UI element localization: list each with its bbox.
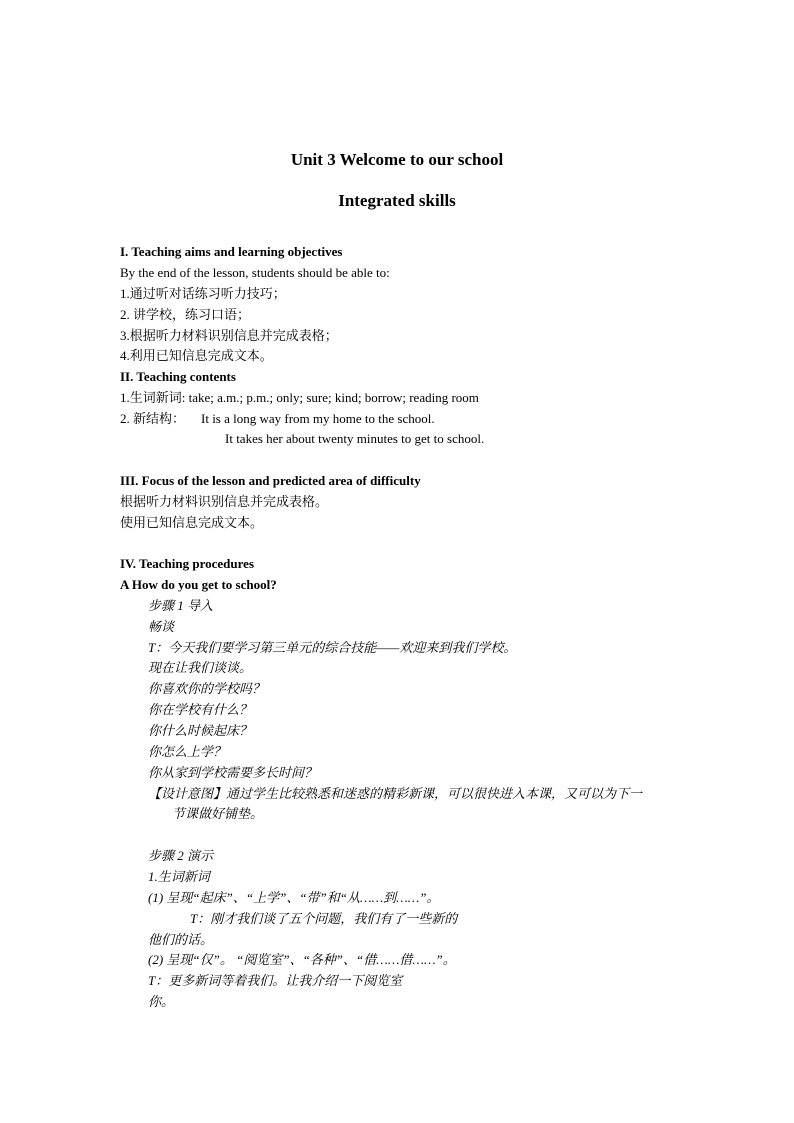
structure-sentence: It is a long way from my home to the school. [201,411,435,426]
step1-line: 现在让我们谈谈。 [148,660,253,675]
section-heading-focus: III. Focus of the lesson and predicted area of difficulty [120,473,421,488]
step1-line: 你喜欢你的学校吗？ [148,681,266,696]
part-a-heading: A How do you get to school? [120,577,277,592]
section-heading-aims: I. Teaching aims and learning objectives [120,244,343,259]
step1-line: 你从家到学校需要多长时间？ [148,765,318,780]
aims-item: 1.通过听对话练习听力技巧； [120,286,286,301]
structures-label: 2. 新结构： [120,411,186,426]
design-intent-cont: 节课做好铺垫。 [172,806,264,821]
step2-line: T：更多新词等着我们。让我介绍一下阅览室 [148,973,403,988]
step1-line: T：今天我们要学习第三单元的综合技能——欢迎来到我们学校。 [148,640,517,655]
step2-sub: 1.生词新词 [148,869,210,884]
step2-line: T：刚才我们谈了五个问题，我们有了一些新的 [190,911,458,926]
step2-label: 步骤 2 演示 [148,848,214,863]
section-heading-contents: II. Teaching contents [120,369,236,384]
step2-point: (2) 呈现“仅”。 “阅览室”、“各种”、“借……借……”。 [148,952,456,967]
structure-sentence: It takes her about twenty minutes to get to school. [225,431,485,446]
step1-line: 你怎么上学？ [148,744,227,759]
vocab-line: 1.生词新词: take; a.m.; p.m.; only; sure; kind; borrow; reading room [120,390,479,405]
focus-line: 根据听力材料识别信息并完成表格。 [120,494,329,509]
focus-line: 使用已知信息完成文本。 [120,515,264,530]
step1-label: 步骤 1 导入 [148,598,214,613]
aims-item: 2. 讲学校，练习口语； [120,307,251,322]
step2-point: (1) 呈现“起床”、“上学”、“带”和“从……到……”。 [148,890,440,905]
step1-line: 畅谈 [148,619,175,634]
step1-line: 你在学校有什么？ [148,702,253,717]
design-intent: 【设计意图】通过学生比较熟悉和迷惑的精彩新课，可以很快进入本课，又可以为下一 [148,786,643,801]
aims-item: 3.根据听力材料识别信息并完成表格； [120,328,338,343]
document-title: Unit 3 Welcome to our school [290,150,504,169]
document-subtitle: Integrated skills [338,191,456,210]
step2-line: 他们的话。 [148,932,214,947]
aims-intro: By the end of the lesson, students should be able to: [120,265,390,280]
aims-item: 4.利用已知信息完成文本。 [120,348,273,363]
step1-line: 你什么时候起床？ [148,723,253,738]
step2-line: 你。 [148,994,175,1009]
section-heading-procedures: IV. Teaching procedures [120,556,255,571]
